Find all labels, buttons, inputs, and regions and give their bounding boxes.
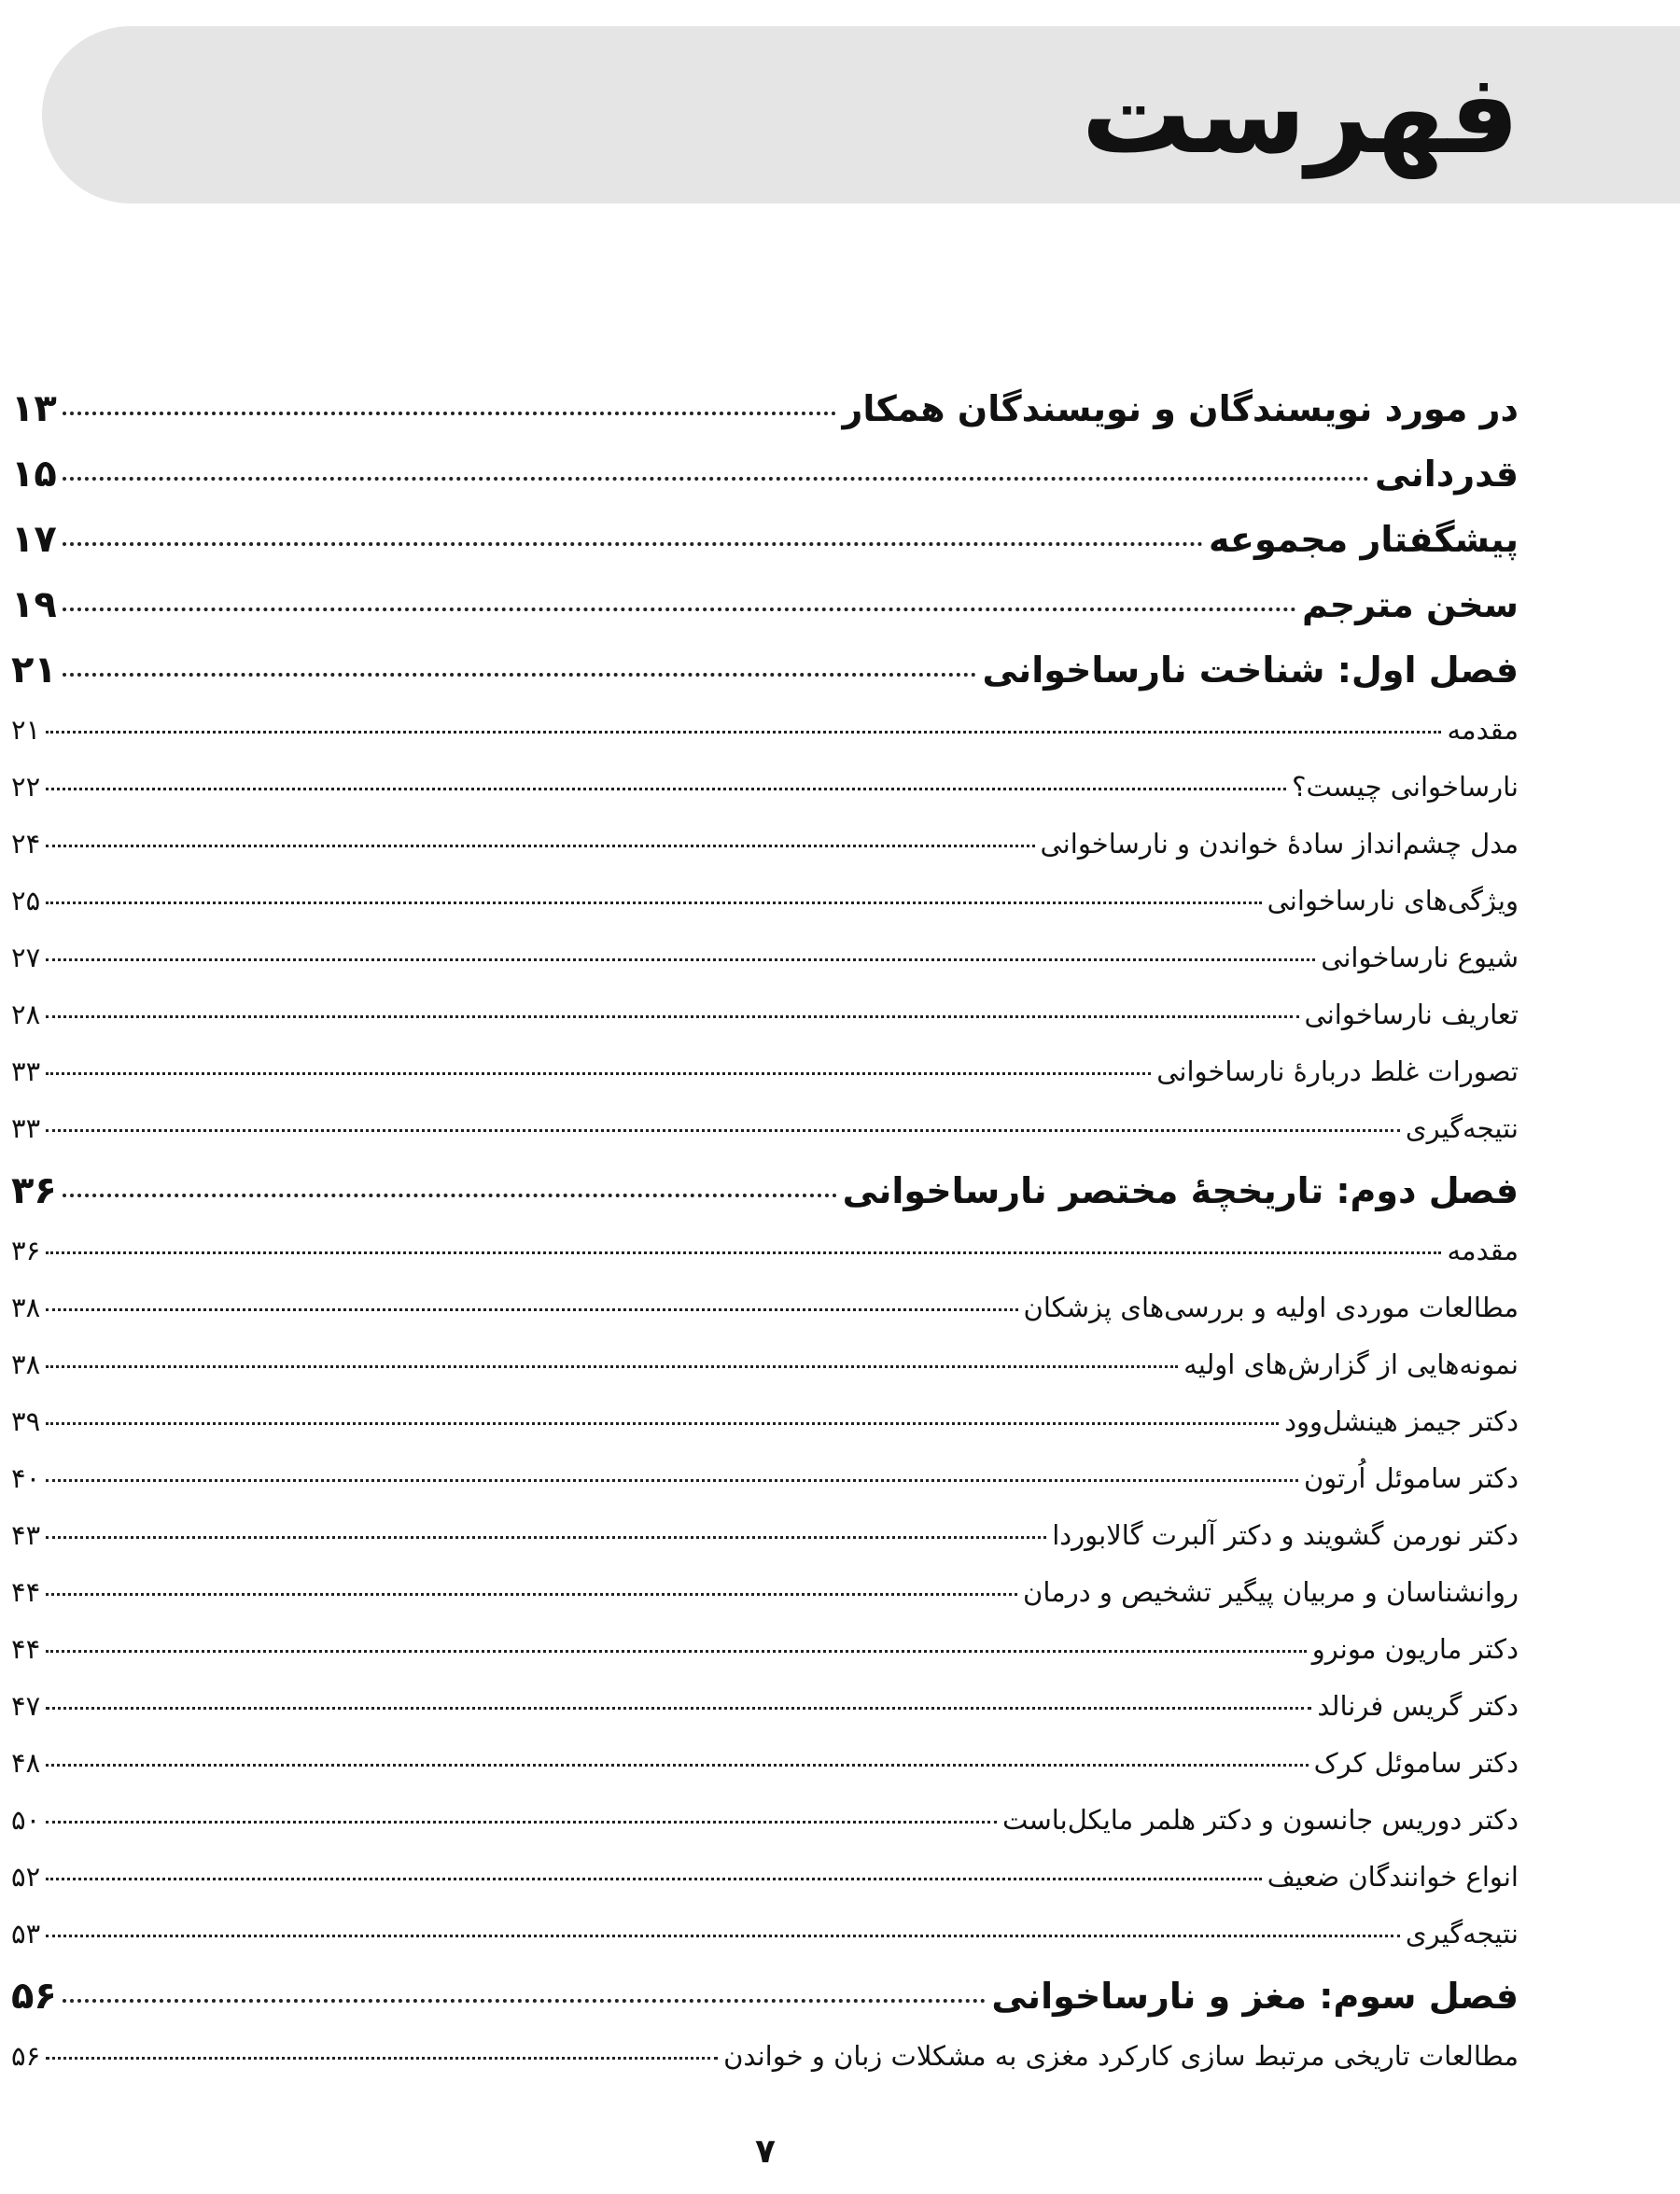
toc-entry-page: ۵۳ [11,1918,41,1949]
toc-entry-label: دکتر ساموئل اُرتون [1303,1462,1519,1494]
toc-entry-page: ۴۳ [11,1519,41,1551]
toc-entry-page: ۳۳ [11,1055,41,1087]
toc-entry-label: ویژگی‌های نارساخوانی [1267,885,1519,916]
dot-leader [63,1194,837,1197]
toc-section-entry[interactable] [11,1804,1519,1861]
toc-entry-label: مقدمه [1447,1235,1519,1266]
dot-leader [46,1251,1441,1254]
dot-leader [46,1129,1400,1132]
toc-entry-label: مطالعات تاریخی مرتبط سازی کارکرد مغزی به مشکلات زبان و خواندن [723,2040,1519,2072]
dot-leader [46,845,1034,847]
dot-leader [46,2057,718,2060]
toc-chapter-entry[interactable] [11,583,1519,649]
toc-entry-page: ۲۱ [11,714,41,746]
toc-entry-page: ۲۴ [11,828,41,859]
toc-section-entry[interactable] [11,2040,1519,2097]
toc-entry-label: انواع خوانندگان ضعیف [1267,1861,1519,1893]
dot-leader [46,1365,1178,1368]
toc-entry-label: سخن مترجم [1301,584,1519,625]
dot-leader [46,1764,1308,1767]
toc-entry-page: ۵۶ [11,1975,57,2018]
toc-chapter-entry[interactable] [11,518,1519,583]
toc-entry-label: روانشناسان و مربیان پیگیر تشخیص و درمان [1023,1576,1519,1608]
toc-section-entry[interactable] [11,1112,1519,1169]
toc-entry-page: ۳۳ [11,1112,41,1144]
toc-section-entry[interactable] [11,1747,1519,1804]
toc-entry-label: تعاریف نارساخوانی [1304,999,1519,1030]
dot-leader [46,1422,1279,1425]
toc-entry-label: پیشگفتار مجموعه [1209,519,1519,560]
toc-entry-page: ۲۷ [11,942,41,973]
toc-entry-label: نارساخوانی چیست؟ [1292,771,1519,803]
toc-section-entry[interactable] [11,1690,1519,1747]
toc-chapter-entry[interactable] [11,387,1519,453]
dot-leader [46,1707,1311,1710]
toc-entry-label: دکتر جیمز هینشل‌وود [1284,1405,1519,1437]
toc-entry-label: فصل دوم: تاریخچۀ مختصر نارساخوانی [842,1170,1519,1211]
toc-section-entry[interactable] [11,771,1519,828]
toc-section-entry[interactable] [11,885,1519,942]
toc-section-entry[interactable] [11,999,1519,1055]
toc-entry-label: فصل اول: شناخت نارساخوانی [982,650,1519,691]
dot-leader [46,731,1441,734]
toc-section-entry[interactable] [11,1405,1519,1462]
toc-section-entry[interactable] [11,1633,1519,1690]
toc-section-entry[interactable] [11,828,1519,885]
table-of-contents [11,387,1519,2097]
toc-entry-page: ۴۷ [11,1690,41,1722]
toc-entry-label: شیوع نارساخوانی [1321,942,1519,973]
toc-entry-page: ۳۸ [11,1349,41,1380]
toc-entry-label: نتیجه‌گیری [1405,1918,1519,1949]
toc-chapter-entry[interactable] [11,1169,1519,1235]
toc-entry-page: ۵۶ [11,2040,41,2072]
toc-entry-label: دکتر گریس فرنالد [1317,1690,1519,1722]
dot-leader [46,1536,1046,1539]
toc-chapter-entry[interactable] [11,649,1519,714]
dot-leader [46,958,1315,961]
toc-entry-page: ۲۱ [11,649,57,692]
dot-leader [46,1821,997,1824]
toc-entry-label: قدردانی [1375,454,1519,495]
toc-entry-page: ۲۸ [11,999,41,1030]
dot-leader [46,1072,1151,1075]
dot-leader [46,1308,1017,1311]
dot-leader [46,1650,1307,1653]
dot-leader [46,1878,1262,1880]
dot-leader [63,673,977,677]
toc-entry-label: نمونه‌هایی از گزارش‌های اولیه [1183,1349,1519,1380]
toc-section-entry[interactable] [11,1918,1519,1975]
toc-entry-page: ۲۲ [11,771,41,803]
toc-entry-label: نتیجه‌گیری [1405,1112,1519,1144]
dot-leader [46,1593,1017,1596]
toc-entry-label: دکتر ماریون مونرو [1311,1633,1519,1665]
toc-entry-label: مقدمه [1447,714,1519,746]
dot-leader [63,1999,987,2003]
toc-entry-page: ۱۵ [11,453,57,496]
toc-section-entry[interactable] [11,942,1519,999]
toc-entry-page: ۴۰ [11,1462,41,1494]
toc-entry-label: تصورات غلط دربارۀ نارساخوانی [1156,1055,1519,1087]
toc-section-entry[interactable] [11,1576,1519,1633]
toc-section-entry[interactable] [11,1292,1519,1349]
toc-entry-label: در مورد نویسندگان و نویسندگان همکار [842,388,1519,429]
toc-section-entry[interactable] [11,1055,1519,1112]
toc-section-entry[interactable] [11,1235,1519,1292]
toc-chapter-entry[interactable] [11,1975,1519,2040]
toc-entry-page: ۳۶ [11,1235,41,1266]
dot-leader [63,542,1203,546]
dot-leader [63,477,1369,481]
dot-leader [63,412,837,415]
toc-entry-page: ۱۷ [11,518,57,561]
toc-chapter-entry[interactable] [11,453,1519,518]
toc-section-entry[interactable] [11,714,1519,771]
toc-entry-label: فصل سوم: مغز و نارساخوانی [991,1976,1519,2017]
toc-section-entry[interactable] [11,1462,1519,1519]
toc-entry-page: ۳۸ [11,1292,41,1323]
dot-leader [46,1935,1400,1937]
toc-entry-page: ۵۰ [11,1804,41,1836]
page-number: ۷ [755,2132,776,2171]
toc-entry-page: ۳۹ [11,1405,41,1437]
dot-leader [46,901,1261,904]
toc-section-entry[interactable] [11,1861,1519,1918]
dot-leader [46,1479,1298,1482]
toc-entry-label: دکتر ساموئل کرک [1313,1747,1519,1779]
toc-entry-label: مطالعات موردی اولیه و بررسی‌های پزشکان [1023,1292,1519,1323]
toc-entry-page: ۱۳ [11,387,57,430]
toc-entry-label: دکتر دوریس جانسون و دکتر هلمر مایکل‌باست [1002,1804,1519,1836]
toc-entry-label: دکتر نورمن گشویند و دکتر آلبرت گالابوردا [1052,1519,1519,1551]
toc-section-entry[interactable] [11,1519,1519,1576]
toc-entry-page: ۴۴ [11,1633,41,1665]
toc-entry-page: ۲۵ [11,885,41,916]
toc-entry-page: ۱۹ [11,583,57,626]
toc-entry-page: ۳۶ [11,1169,57,1212]
dot-leader [46,788,1286,790]
toc-entry-label: مدل چشم‌انداز سادۀ خواندن و نارساخوانی [1040,828,1519,859]
toc-entry-page: ۵۲ [11,1861,41,1893]
toc-entry-page: ۴۴ [11,1576,41,1608]
page-title: فهرست [1081,49,1519,178]
toc-section-entry[interactable] [11,1349,1519,1405]
dot-leader [46,1015,1298,1018]
toc-entry-page: ۴۸ [11,1747,41,1779]
dot-leader [63,608,1296,611]
